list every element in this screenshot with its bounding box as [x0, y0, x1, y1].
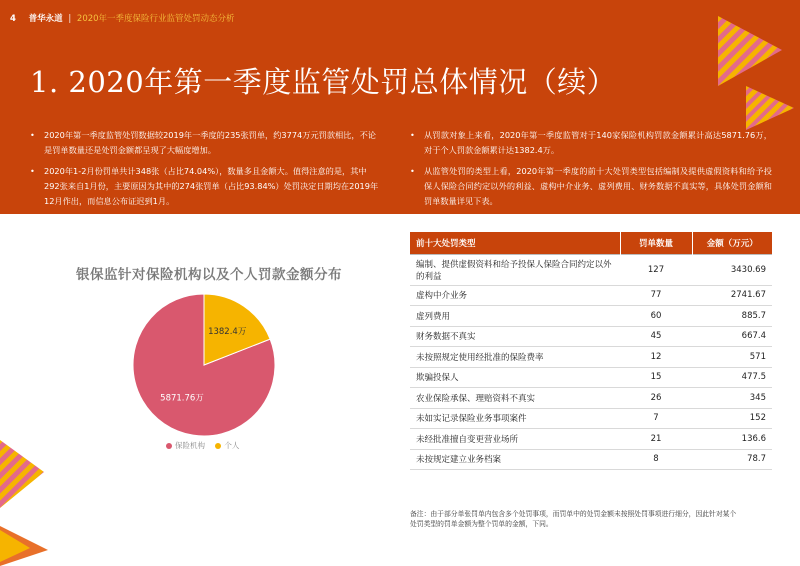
- cell-count: 45: [620, 326, 692, 347]
- pie-data-label: 1382.4万: [208, 326, 247, 337]
- bullet-list-right: [410, 128, 772, 214]
- page-header: [10, 12, 235, 24]
- decorative-triangle-icon: [0, 430, 60, 566]
- cell-amount: 885.7: [692, 306, 772, 327]
- cell-count: 60: [620, 306, 692, 327]
- table-row: [410, 449, 772, 470]
- table-row: [410, 429, 772, 450]
- bullet-item: • 2020年第一季度监管处罚数据较2019年一季度的235张罚单，约3774万元罚款相比，不论是罚单数量还是处罚金额都呈现了大幅度增加。: [30, 128, 380, 158]
- footnote: 备注：由于部分单张罚单内包含多个处罚事项，而罚单中的处罚金额未按照处罚事项进行细分，因此针对某个处罚类型的罚单金额为整个罚单的金额，下同。: [410, 510, 737, 528]
- pie-data-label: 5871.76万: [160, 393, 204, 404]
- legend-item-institution: [166, 441, 205, 450]
- cell-type: 财务数据不真实: [410, 326, 620, 347]
- legend-label: 保险机构: [175, 441, 205, 450]
- bullet-item: • 从监管处罚的类型上看，2020年第一季度的前十大处罚类型包括编制及提供虚假资料和给予投保人保险合同约定以外的利益、虚构中介业务、虚列费用、财务数据不真实等，具体处罚金额和罚单数量详见下表。: [410, 164, 772, 209]
- cell-type: 编制、提供虚假资料和给予投保人保险合同约定以外的利益: [410, 254, 620, 285]
- bullet-item: • 从罚款对象上来看，2020年第一季度监管对于140家保险机构罚款金额累计高达5871.76万，对于个人罚款金额累计达1382.4万。: [410, 128, 772, 158]
- cell-type: 虚列费用: [410, 306, 620, 327]
- legend-item-individual: [215, 441, 239, 450]
- cell-amount: 2741.67: [692, 285, 772, 306]
- legend-label: 个人: [224, 441, 240, 450]
- cell-type: 欺骗投保人: [410, 367, 620, 388]
- column-header-count: 罚单数量: [620, 232, 692, 254]
- cell-amount: 152: [692, 408, 772, 429]
- table-row: [410, 326, 772, 347]
- table-row: [410, 306, 772, 327]
- table-row: [410, 408, 772, 429]
- cell-count: 127: [620, 254, 692, 285]
- cell-amount: 3430.69: [692, 254, 772, 285]
- header-banner: [0, 0, 800, 214]
- chart-legend: [166, 440, 247, 451]
- legend-swatch: [166, 443, 172, 449]
- page-title: 1. 2020年第一季度监管处罚总体情况（续）: [30, 65, 617, 99]
- cell-amount: 78.7: [692, 449, 772, 470]
- legend-swatch: [215, 443, 221, 449]
- cell-type: 未按照规定使用经批准的保险费率: [410, 347, 620, 368]
- cell-amount: 477.5: [692, 367, 772, 388]
- cell-count: 7: [620, 408, 692, 429]
- cell-type: 虚构中介业务: [410, 285, 620, 306]
- cell-count: 15: [620, 367, 692, 388]
- bullet-item: • 2020年1-2月份罚单共计348张（占比74.04%），数量多且金额大。值得注意的是，其中292张来自1月份，主要原因为其中的274张罚单（占比93.84%）处罚决定日期均在2019年12月作出，而信息公布证迟到1月。: [30, 164, 380, 209]
- cell-count: 77: [620, 285, 692, 306]
- cell-type: 未经批准擅自变更营业场所: [410, 429, 620, 450]
- decorative-triangle-icon: [740, 84, 800, 134]
- page-number: 4: [10, 14, 16, 24]
- cell-count: 26: [620, 388, 692, 409]
- brand-name: 普华永道: [28, 14, 63, 24]
- pie-chart: [128, 290, 280, 440]
- table-header-row: [410, 232, 772, 254]
- top-ten-penalty-table: [410, 232, 772, 470]
- table-row: [410, 347, 772, 368]
- bullet-list-left: [30, 128, 380, 214]
- cell-count: 12: [620, 347, 692, 368]
- chart-title: 银保监针对保险机构以及个人罚款金额分布: [76, 267, 342, 283]
- table-row: [410, 367, 772, 388]
- cell-count: 8: [620, 449, 692, 470]
- table-row: [410, 388, 772, 409]
- header-separator: |: [68, 14, 72, 24]
- cell-type: 未按规定建立业务档案: [410, 449, 620, 470]
- cell-amount: 667.4: [692, 326, 772, 347]
- decorative-triangle-icon: [700, 12, 800, 92]
- cell-amount: 345: [692, 388, 772, 409]
- cell-type: 未如实记录保险业务事项案件: [410, 408, 620, 429]
- cell-count: 21: [620, 429, 692, 450]
- report-subtitle: 2020年一季度保险行业监管处罚动态分析: [76, 14, 235, 24]
- table-row: [410, 285, 772, 306]
- table-row: [410, 254, 772, 285]
- cell-amount: 571: [692, 347, 772, 368]
- cell-type: 农业保险承保、理赔资料不真实: [410, 388, 620, 409]
- column-header-type: 前十大处罚类型: [410, 232, 620, 254]
- column-header-amount: 金额（万元）: [692, 232, 772, 254]
- cell-amount: 136.6: [692, 429, 772, 450]
